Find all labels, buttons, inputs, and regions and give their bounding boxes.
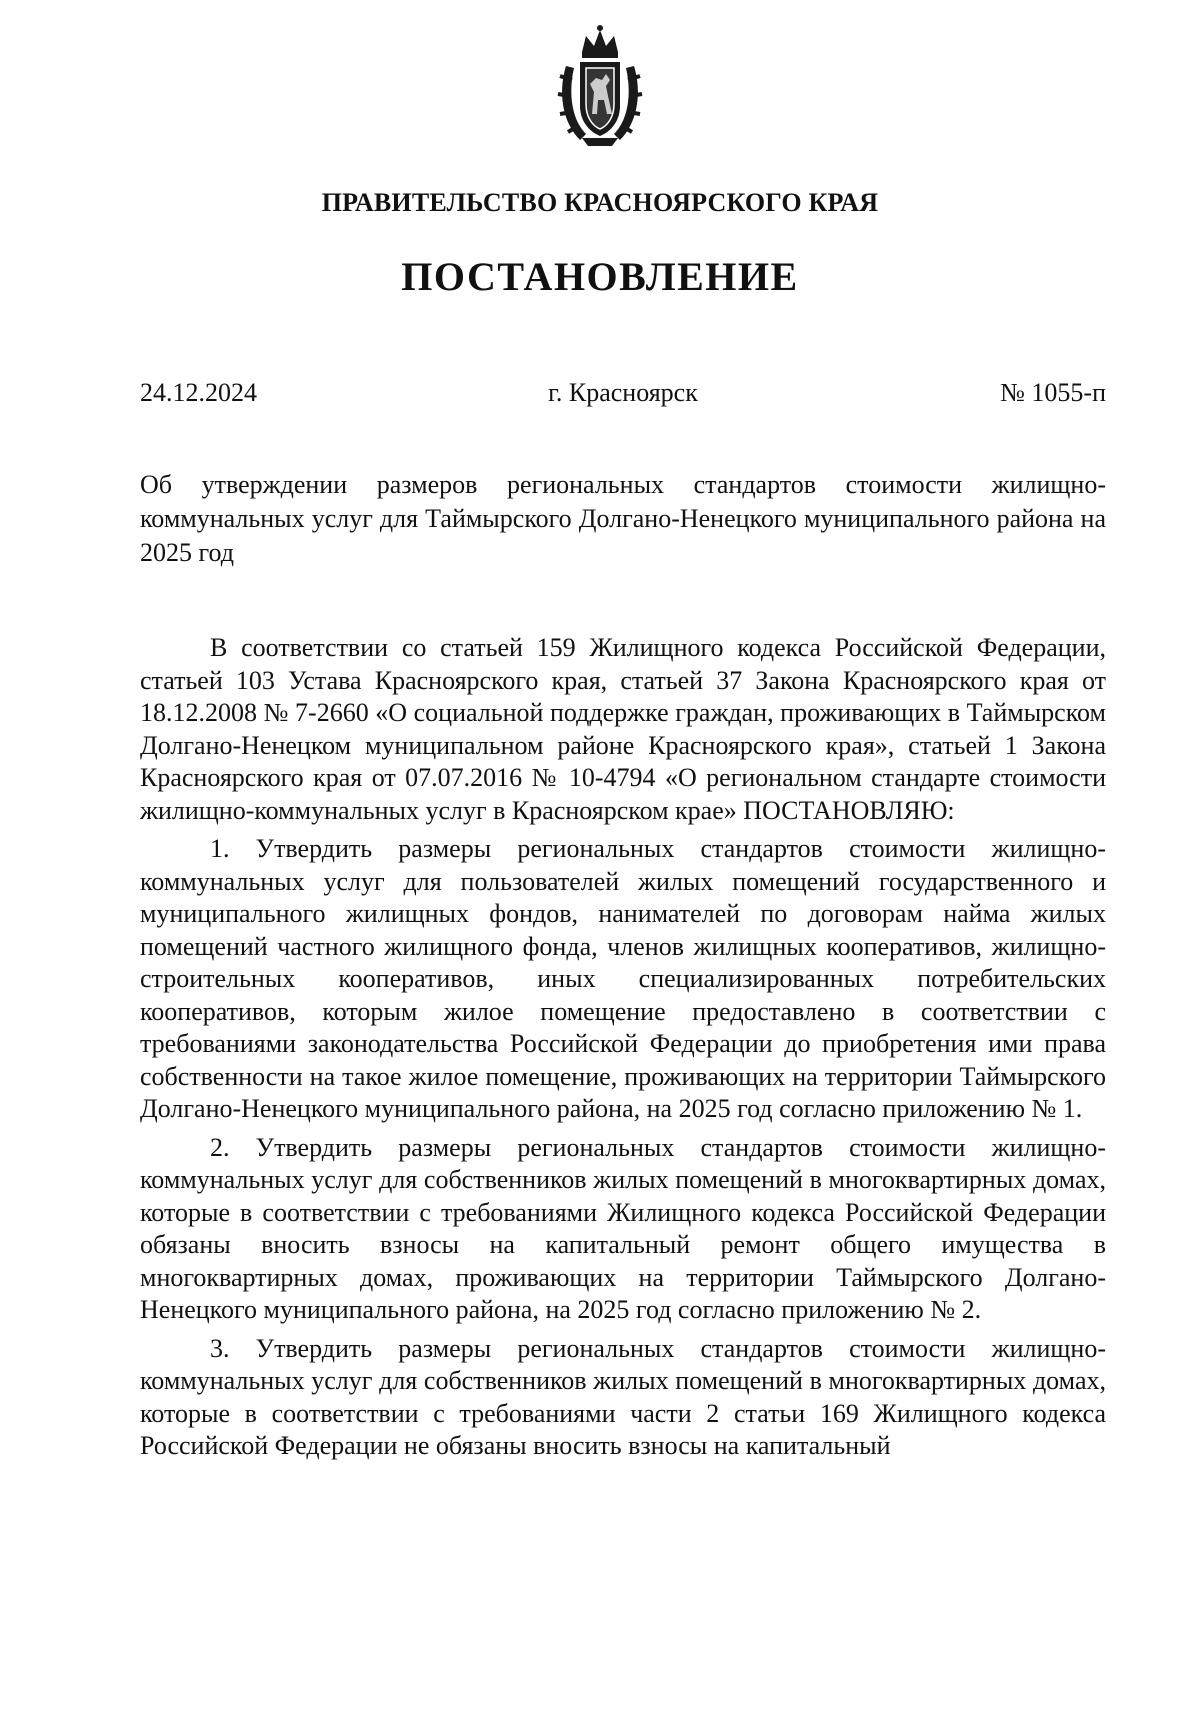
item-1-paragraph: 1. Утвердить размеры региональных стандартов стоимости жилищно-коммунальных услуг для пользователей жилых помещений государственного и муниципального жилищных фондов, нанимателей по договорам найма жилых помещений частного жилищного фонда, членов жилищных кооперативов, жилищно-строительных кооперативов, иных специализированных потребительских кооперативов, которым жилое помещение предоставлено в соответствии с требованиями законодательства Российской Федерации до приобретения ими права собственности на такое жилое помещение, проживающих на территории Таймырского Долгано-Ненецкого муниципального района, на 2025 год согласно приложению № 1. [140,834,1106,1123]
government-title: ПРАВИТЕЛЬСТВО КРАСНОЯРСКОГО КРАЯ [321,188,879,217]
document-type-heading: ПОСТАНОВЛЕНИЕ [401,254,799,299]
item-3-paragraph: 3. Утвердить размеры региональных стандартов стоимости жилищно-коммунальных услуг для собственников жилых помещений в многоквартирных домах, которые в соответствии с требованиями части 2 статьи 169 Жилищного кодекса Российской Федерации не обязаны вносить взносы на капитальный [140,1333,1106,1460]
preamble-paragraph: В соответствии со статьей 159 Жилищного кодекса Российской Федерации, статьей 103 Устава Красноярского края, статьей 37 Закона Красноярского края от 18.12.2008 № 7-2660 «О социальной поддержке граждан, проживающих в Таймырском Долгано-Ненецком муниципальном районе Красноярского края», статьей 1 Закона Красноярского края от 07.07.2016 № 10-4794 «О региональном стандарте стоимости жилищно-коммунальных услуг в Красноярском крае» ПОСТАНОВЛЯЮ: [140,633,1106,825]
document-body [140,632,1106,1469]
item-2-paragraph: 2. Утвердить размеры региональных стандартов стоимости жилищно-коммунальных услуг для собственников жилых помещений в многоквартирных домах, которые в соответствии с требованиями Жилищного кодекса Российской Федерации обязаны вносить взносы на капитальный ремонт общего имущества в многоквартирных домах, проживающих на территории Таймырского Долгано-Ненецкого муниципального района, на 2025 год согласно приложению № 2. [140,1132,1106,1324]
document-number: № 1055-п [1000,378,1106,407]
document-city: г. Красноярск [548,378,698,407]
document-date: 24.12.2024 [140,378,257,407]
document-meta-row [140,378,1106,408]
krasnoyarsk-coat-of-arms-icon [552,22,648,150]
document-subject: Об утверждении размеров региональных стандартов стоимости жилищно-коммунальных услуг для Таймырского Долгано-Ненецкого муниципального района на 2025 год [140,470,1106,567]
